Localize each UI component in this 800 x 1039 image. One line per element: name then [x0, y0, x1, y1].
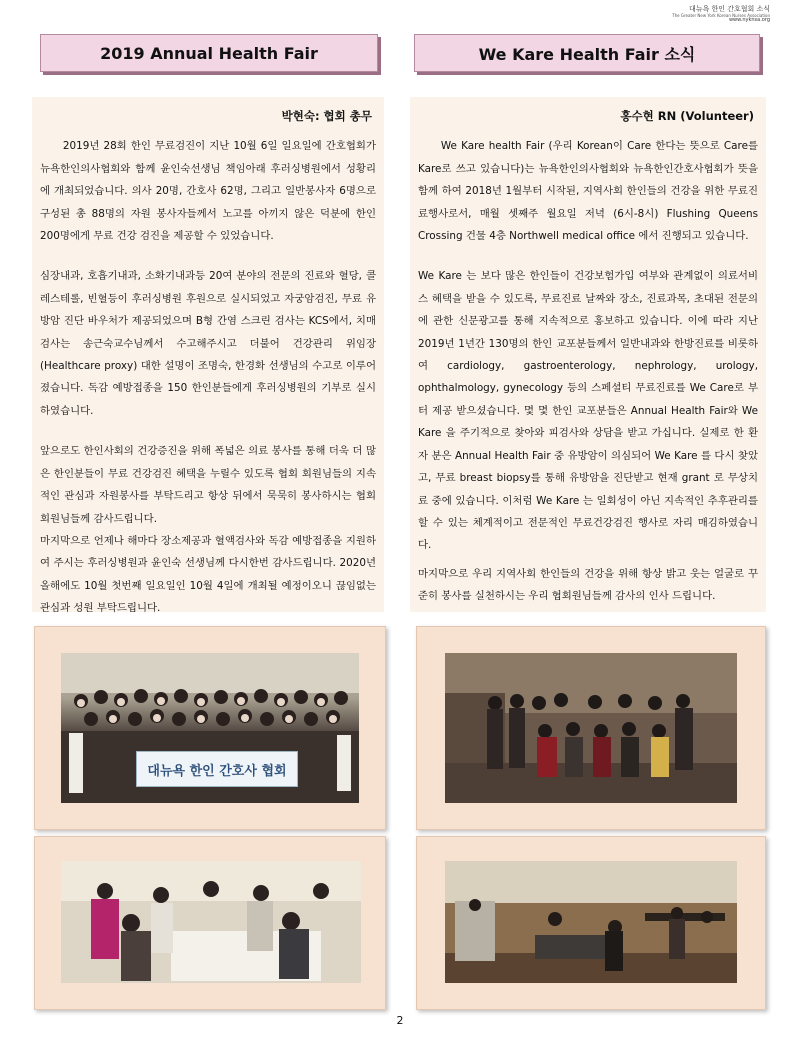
- wekare-group-photo: [445, 653, 737, 803]
- left-byline: 박현숙: 협회 총무: [281, 109, 372, 123]
- right-paragraph-3: 마지막으로 우리 지역사회 한인들의 건강을 위해 항상 밝고 웃는 얼굴로 꾸준히 봉사를 실천하시는 우리 협회원님들께 감사의 인사 드립니다.: [418, 567, 758, 603]
- clinic-photo: [445, 861, 737, 983]
- group-photo: [61, 653, 359, 803]
- left-paragraph-4: 마지막으로 언제나 해마다 장소제공과 혈액검사와 독감 예방접종을 지원하여 주시는 후러싱병원과 윤인숙 선생님께 다시한번 감사드립니다. 2020년 올해에도 10월 첫번째 일요일인 10월 4일에 개최될 예정이오니 끊임없는 관심과 성원 부탁드립니다.: [40, 534, 376, 615]
- right-section-title: We Kare Health Fair 소식: [414, 34, 760, 72]
- left-paragraph-1: 2019년 28회 한인 무료검진이 지난 10월 6일 일요일에 간호협회가 뉴욕한인의사협회와 함께 윤인숙선생님 책임아래 후러싱병원에서 성황리에 개최되었습니다. 의사 20명, 간호사 62명, 그리고 일반봉사자 6명으로 구성된 총 88명의 자원 봉사자들께서 노고를 아끼지 않은 덕분에 한인 200명에게 무료 건강 검진을 제공할 수 있었습니다.: [40, 140, 376, 243]
- right-article: [410, 97, 766, 612]
- org-name-korean: 대뉴욕 한인 간호협회 소식: [688, 5, 770, 13]
- photo-frame-group: [34, 626, 386, 830]
- right-paragraph-2: We Kare 는 보다 많은 한인들이 건강보험가입 여부와 관계없이 의료서비스 혜택을 받을 수 있도록, 무료진료 날짜와 장소, 진료과목, 초대된 전문의에 관한 신문광고를 통해 지속적으로 홍보하고 있습니다. 이에 따라 지난 2019년 1년간 130명의 한인 교포분들께서 일반내과와 한방진료를 비롯하여 cardiology, gastroenterology, nephrology, urology, ophthalmology, gynecology 등의 스페셜티 무료진료를 We Care로 부터 제공 받으셨습니다. 몇 몇 한인 교포분들은 Annual Health Fair와 We Kare 을 주기적으로 찾아와 피검사와 상담을 받고 가십니다. 실제로 한 환자 분은 Annual Health Fair 중 유방암이 의심되어 We Kare 를 다시 찾았고, 무료 breast biopsy를 통해 유방암을 진단받고 현재 grant 로 무상치료 중에 있습니다. 이처럼 We Kare 는 일회성이 아닌 지속적인 추후관리를 할 수 있는 체계적이고 전문적인 무료건강검진 행사로 자리 매김하였습니다.: [418, 270, 758, 552]
- registration-photo: [61, 861, 361, 983]
- clinic-illustration: [445, 861, 737, 983]
- photo-frame-registration: [34, 836, 386, 1010]
- association-banner: 대뉴욕 한인 간호사 협회: [136, 751, 298, 787]
- right-paragraph-1: We Kare health Fair (우리 Korean이 Care 한다는 뜻으로 Care를 Kare로 쓰고 있습니다)는 뉴욕한인의사협회와 뉴욕한인간호사협회가 뜻을 함께 하여 2018년 1월부터 시작된, 지역사회 한인들의 건강을 위한 무료진료행사로서, 매월 셋째주 월요일 저녁 (6시-8시) Flushing Queens Crossing 건물 4층 Northwell medical office 에서 진행되고 있습니다.: [418, 140, 758, 243]
- website-text: www.nyknsa.org: [728, 17, 770, 24]
- right-byline: 홍수현 RN (Volunteer): [620, 109, 754, 123]
- newsletter-header: [672, 6, 770, 24]
- registration-illustration: [61, 861, 361, 983]
- photo-frame-clinic: [416, 836, 766, 1010]
- org-name-english: The Greater New York Korean Nurses Association: [672, 12, 770, 18]
- left-paragraph-2: 심장내과, 호흡기내과, 소화기내과등 20여 분야의 전문의 진료와 혈당, 콜레스테롤, 빈혈등이 후러싱병원 후원으로 실시되었고 자궁암검진, 무료 유방암 진단 바우처가 제공되었으며 B형 간염 스크린 검사는 KCS에서, 치매검사는 송근숙교수님께서 수고해주시고 더불어 건강관리 위임장 (Healthcare proxy) 대한 설명이 조명숙, 한경화 선생님의 수고로 이루어졌습니다. 독감 예방접종을 150 한인분들에게 후러싱병원의 기부로 실시하였습니다.: [40, 270, 376, 417]
- page-number: 2: [396, 1014, 404, 1027]
- left-section-title: 2019 Annual Health Fair: [40, 34, 378, 72]
- photo-frame-wekare-group: [416, 626, 766, 830]
- left-paragraph-3: 앞으로도 한인사회의 건강증진을 위해 폭넓은 의료 봉사를 통해 더욱 더 많은 한인분들이 무료 건강검진 혜택을 누릴수 있도록 협회 회원님들의 지속적인 관심과 자원봉사를 부탁드리고 항상 뒤에서 묵묵히 봉사하시는 협회 회원님들께 감사드립니다.: [40, 445, 376, 525]
- left-article: [32, 97, 384, 615]
- wekare-group-illustration: [445, 653, 737, 803]
